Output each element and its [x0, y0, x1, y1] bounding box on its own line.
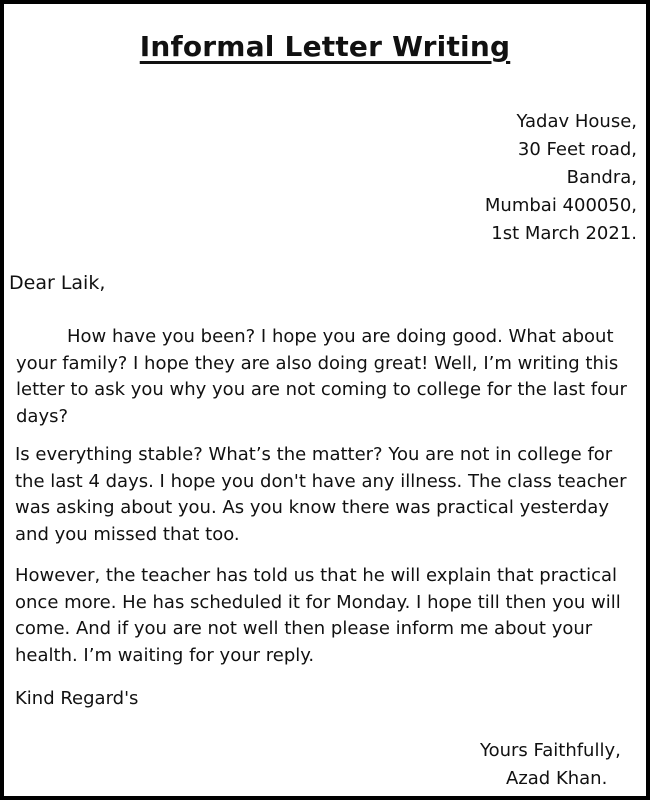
letter-date: 1st March 2021.	[491, 223, 637, 244]
sender-address	[485, 108, 637, 248]
body-paragraph-1: How have you been? I hope you are doing good. What about your family? I hope they are also doing great! Well, I’m writing this letter to ask you why you are not coming to college for the last four days?	[16, 326, 627, 427]
body-paragraph-2: Is everything stable? What’s the matter? You are not in college for the last 4 days. I hope you don't have any illness. The class teacher was asking about you. As you know there was practical yesterday and you missed that too.	[15, 444, 627, 545]
address-line: Yadav House,	[516, 111, 637, 132]
address-line: 30 Feet road,	[517, 139, 637, 160]
closing-remark: Kind Regard's	[15, 688, 139, 709]
signature-block	[480, 737, 621, 793]
page-title: Informal Letter Writing	[139, 30, 511, 63]
sign-off: Yours Faithfully,	[480, 740, 621, 761]
address-line: Mumbai 400050,	[484, 195, 637, 216]
body-paragraph-3: However, the teacher has told us that he will explain that practical once more. He has scheduled it for Monday. I hope till then you will come. And if you are not well then please inform me about your health. I’m waiting for your reply.	[15, 565, 621, 666]
salutation: Dear Laik,	[9, 272, 106, 294]
address-line: Bandra,	[566, 167, 637, 188]
sender-name: Azad Khan.	[506, 768, 608, 789]
